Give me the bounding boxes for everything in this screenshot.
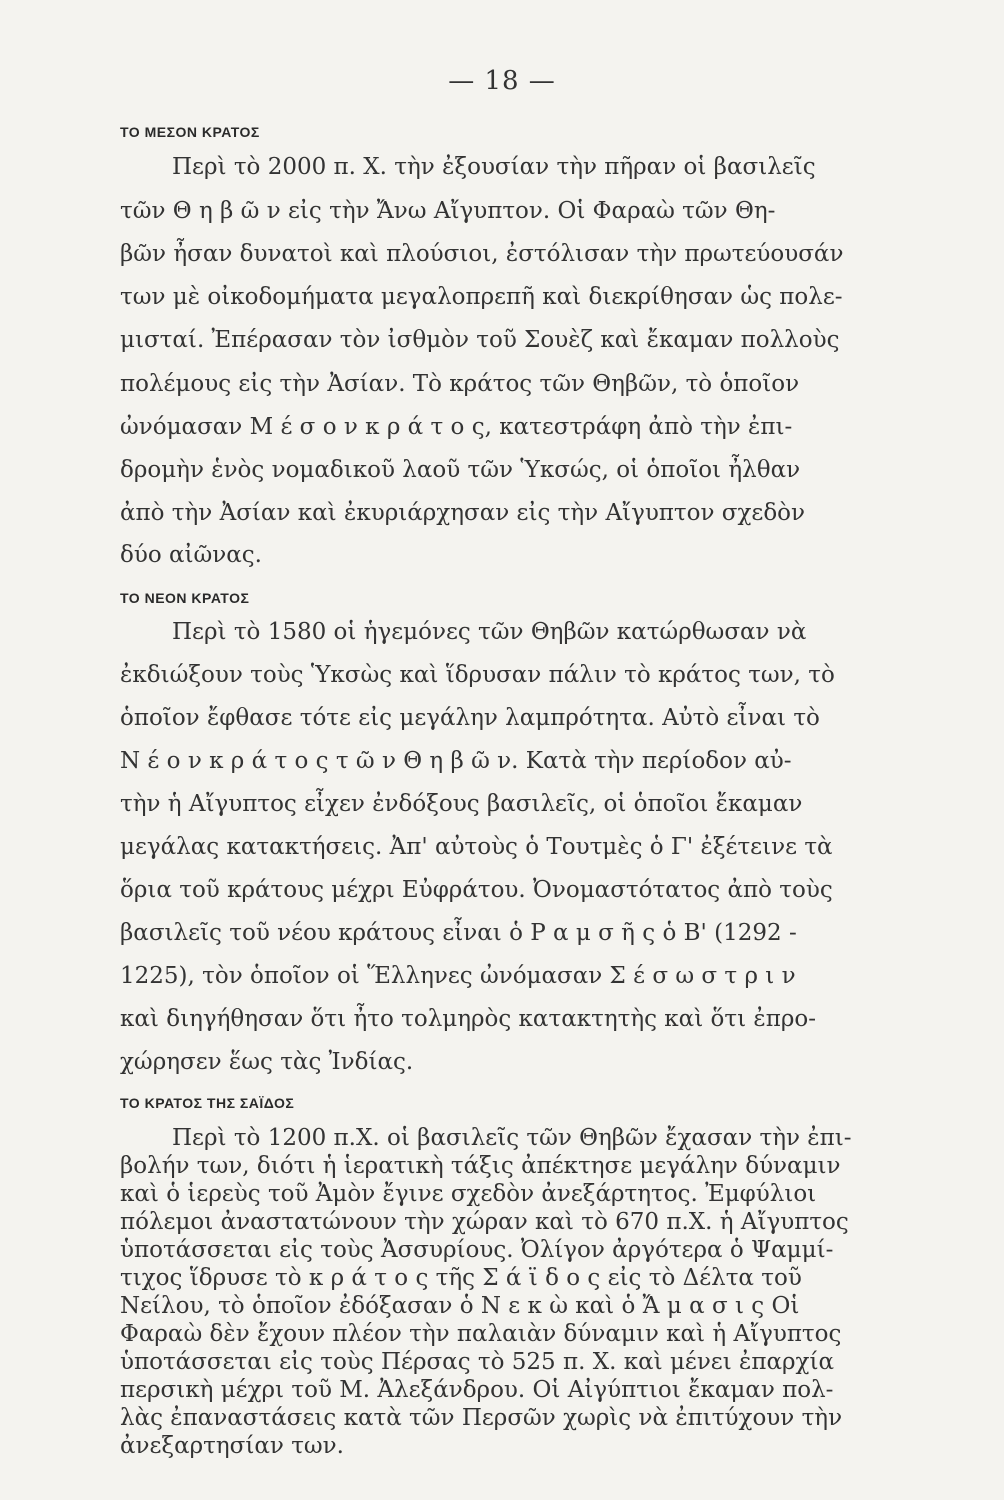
text-line: Ν έ ο ν κ ρ ά τ ο ς τ ῶ ν Θ η β ῶ ν. Κατὰ τὴν περίοδον αὐ-	[120, 748, 792, 774]
text-line: δρομὴν ἑνὸς νομαδικοῦ λαοῦ τῶν Ὑκσώς, οἱ ὁποῖοι ἦλθαν	[120, 457, 801, 483]
text-line: Περὶ τὸ 1580 οἱ ἡγεμόνες τῶν Θηβῶν κατώρθωσαν νὰ	[172, 619, 807, 645]
text-line: ὁποῖον ἔφθασε τότε εἰς μεγάλην λαμπρότητα. Αὐτὸ εἶναι τὸ	[120, 705, 820, 731]
text-line: βῶν ἦσαν δυνατοὶ καὶ πλούσιοι, ἐστόλισαν τὴν πρωτεύουσάν	[120, 241, 844, 267]
text-line: δύο αἰῶνας.	[120, 542, 262, 568]
text-line: χώρησεν ἕως τὰς Ἰνδίας.	[120, 1049, 414, 1075]
text-line: των μὲ οἰκοδομήματα μεγαλοπρεπῆ καὶ διεκρίθησαν ὡς πολε-	[120, 284, 843, 310]
text-line: λὰς ἐπαναστάσεις κατὰ τῶν Περσῶν χωρὶς νὰ ἐπιτύχουν τὴν	[120, 1405, 843, 1431]
text-line: 1225), τὸν ὁποῖον οἱ Ἕλληνες ὠνόμασαν Σ έ σ ω σ τ ρ ι ν	[120, 963, 796, 989]
text-line: βασιλεῖς τοῦ νέου κράτους εἶναι ὁ Ρ α μ σ ῆ ς ὁ Β' (1292 -	[120, 920, 797, 946]
text-line: ἐκδιώξουν τοὺς Ὑκσὼς καὶ ἵδρυσαν πάλιν τὸ κράτος των, τὸ	[120, 662, 835, 688]
text-line: Φαραὼ δὲν ἔχουν πλέον τὴν παλαιὰν δύναμιν καὶ ἡ Αἴγυπτος	[120, 1321, 842, 1347]
text-line: ὑποτάσσεται εἰς τοὺς Πέρσας τὸ 525 π. Χ. καὶ μένει ἐπαρχία	[120, 1349, 835, 1375]
text-line: βολήν των, διότι ἡ ἱερατικὴ τάξις ἀπέκτησε μεγάλην δύναμιν	[120, 1153, 841, 1179]
text-line: Νείλου, τὸ ὁποῖον ἐδόξασαν ὁ Ν ε κ ὼ καὶ ὁ Ἄ μ α σ ι ς Οἱ	[120, 1293, 800, 1319]
text-line: καὶ ὁ ἱερεὺς τοῦ Ἀμὸν ἔγινε σχεδὸν ἀνεξάρτητος. Ἐμφύλιοι	[120, 1181, 817, 1207]
text-line: Περὶ τὸ 2000 π. Χ. τὴν ἐξουσίαν τὴν πῆραν οἱ βασιλεῖς	[172, 154, 816, 180]
text-line: μεγάλας κατακτήσεις. Ἀπ' αὐτοὺς ὁ Τουτμὲς ὁ Γ' ἐξέτεινε τὰ	[120, 834, 833, 860]
text-line: ἀπὸ τὴν Ἀσίαν καὶ ἐκυριάρχησαν εἰς τὴν Αἴγυπτον σχεδὸν	[120, 500, 806, 526]
text-line: τῶν Θ η β ῶ ν εἰς τὴν Ἄνω Αἴγυπτον. Οἱ Φαραὼ τῶν Θη-	[120, 198, 776, 224]
section-heading: ΤΟ ΝΕΟΝ ΚΡΑΤΟΣ	[120, 590, 250, 606]
text-line: πολέμους εἰς τὴν Ἀσίαν. Τὸ κράτος τῶν Θηβῶν, τὸ ὁποῖον	[120, 371, 800, 397]
text-line: ὠνόμασαν Μ έ σ ο ν κ ρ ά τ ο ς, κατεστράφη ἀπὸ τὴν ἐπι-	[120, 414, 793, 440]
section-heading: ΤΟ ΚΡΑΤΟΣ ΤΗΣ ΣΑΪΔΟΣ	[120, 1095, 295, 1111]
section-heading: ΤΟ ΜΕΣΟΝ ΚΡΑΤΟΣ	[120, 124, 260, 140]
text-line: καὶ διηγήθησαν ὅτι ἦτο τολμηρὸς κατακτητὴς καὶ ὅτι ἐπρο-	[120, 1006, 817, 1032]
text-line: ἀνεξαρτησίαν των.	[120, 1433, 344, 1459]
text-line: τιχος ἵδρυσε τὸ κ ρ ά τ ο ς τῆς Σ ά ϊ δ ο ς εἰς τὸ Δέλτα τοῦ	[120, 1265, 802, 1291]
text-line: περσικὴ μέχρι τοῦ Μ. Ἀλεξάνδρου. Οἱ Αἰγύπτιοι ἔκαμαν πολ-	[120, 1377, 834, 1403]
text-line: Περὶ τὸ 1200 π.Χ. οἱ βασιλεῖς τῶν Θηβῶν ἔχασαν τὴν ἐπι-	[172, 1125, 852, 1151]
text-line: πόλεμοι ἀναστατώνουν τὴν χώραν καὶ τὸ 670 π.Χ. ἡ Αἴγυπτος	[120, 1209, 849, 1235]
text-line: ὑποτάσσεται εἰς τοὺς Ἀσσυρίους. Ὀλίγον ἀργότερα ὁ Ψαμμί-	[120, 1237, 834, 1263]
text-line: τὴν ἡ Αἴγυπτος εἶχεν ἐνδόξους βασιλεῖς, οἱ ὁποῖοι ἔκαμαν	[120, 791, 803, 817]
page-number: — 18 —	[448, 66, 556, 96]
text-line: μισταί. Ἐπέρασαν τὸν ἰσθμὸν τοῦ Σουὲζ καὶ ἔκαμαν πολλοὺς	[120, 327, 840, 353]
text-line: ὅρια τοῦ κράτους μέχρι Εὐφράτου. Ὀνομαστότατος ἀπὸ τοὺς	[120, 877, 833, 903]
